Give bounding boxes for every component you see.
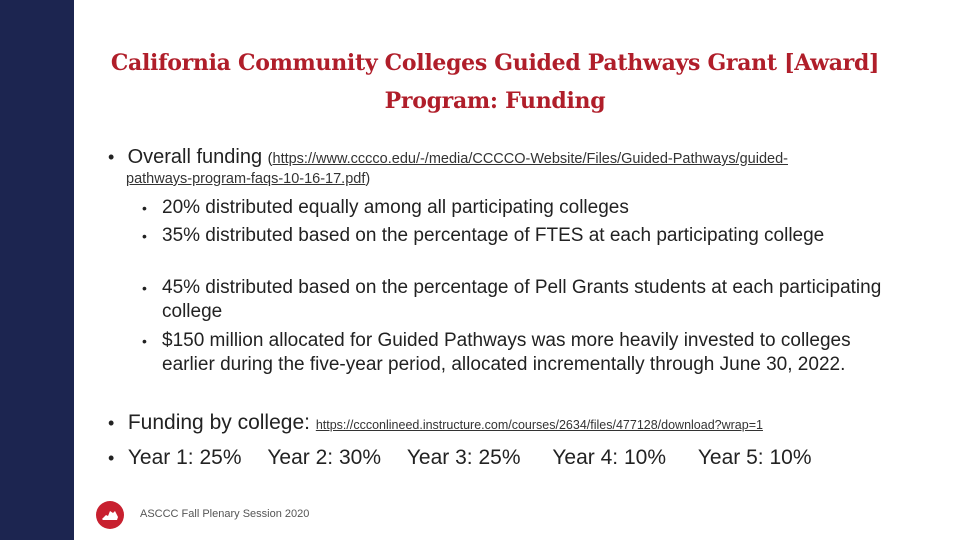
slide-title xyxy=(100,44,890,120)
asccc-logo-icon xyxy=(95,500,125,530)
year-1: Year 1: 25% xyxy=(127,446,242,469)
title-line-2: Program: Funding xyxy=(384,88,606,114)
title-line-1: California Community Colleges Guided Pathways Grant [Award] xyxy=(110,50,880,76)
bullet-funding-by-college: • Funding by college: https://ccconlineed.instructure.com/courses/2634/files/477128/download?wrap=1 xyxy=(108,411,763,434)
sub-bullet-text: 20% distributed equally among all participating colleges xyxy=(162,197,629,218)
year-3: Year 3: 25% xyxy=(406,446,521,469)
year-2: Year 2: 30% xyxy=(267,446,381,469)
bullet-years: • Year 1: 25% Year 2: 30% Year 3: 25% Year 4: 10% Year 5: 10% xyxy=(108,446,812,469)
overall-funding-label: Overall funding xyxy=(127,146,263,168)
overall-funding-link[interactable]: https://www.cccco.edu/-/media/CCCCO-Website/Files/Guided-Pathways/guided- xyxy=(272,151,788,167)
bullet-overall-funding: • Overall funding (https://www.cccco.edu/-/media/CCCCO-Website/Files/Guided-Pathways/guided- xyxy=(108,146,788,168)
sidebar-band xyxy=(0,0,74,540)
year-4: Year 4: 10% xyxy=(552,446,666,469)
sub-bullet-text: 45% distributed based on the percentage of Pell Grants students at each participating college xyxy=(162,277,882,322)
overall-funding-link-part2[interactable]: pathways-program-faqs-10-16-17.pdf xyxy=(126,171,366,187)
funding-by-college-label: Funding by college: xyxy=(127,411,310,434)
overall-funding-link-cont: pathways-program-faqs-10-16-17.pdf) xyxy=(126,171,371,187)
footer-text: ASCCC Fall Plenary Session 2020 xyxy=(140,508,310,520)
year-5: Year 5: 10% xyxy=(697,446,812,469)
funding-by-college-link[interactable]: https://ccconlineed.instructure.com/courses/2634/files/477128/download?wrap=1 xyxy=(315,418,763,432)
sub-bullet-text: 35% distributed based on the percentage of FTES at each participating college xyxy=(162,225,825,246)
sub-bullet-text: $150 million allocated for Guided Pathways was more heavily invested to colleges earlier during the five-year period, allocated incrementally through June 30, 2022. xyxy=(162,330,851,375)
